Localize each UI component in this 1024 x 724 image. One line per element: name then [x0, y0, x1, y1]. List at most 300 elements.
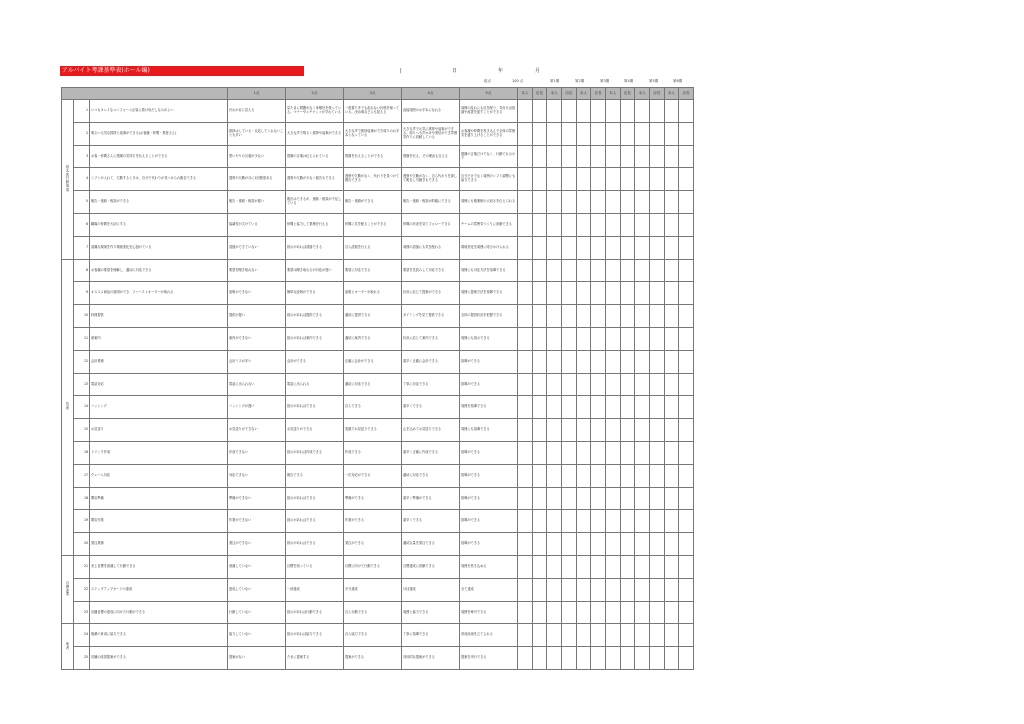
score-cell[interactable] — [635, 122, 650, 145]
score-cell[interactable] — [664, 282, 679, 305]
score-cell[interactable] — [561, 441, 576, 464]
score-cell[interactable] — [518, 168, 533, 191]
score-cell[interactable] — [576, 396, 591, 419]
score-cell[interactable] — [605, 647, 620, 670]
score-cell[interactable] — [561, 419, 576, 442]
score-cell[interactable] — [664, 555, 679, 578]
score-cell[interactable] — [547, 350, 562, 373]
score-cell[interactable] — [649, 122, 664, 145]
score-cell[interactable] — [605, 259, 620, 282]
score-cell[interactable] — [649, 327, 664, 350]
score-cell[interactable] — [576, 191, 591, 214]
score-cell[interactable] — [547, 145, 562, 168]
score-cell[interactable] — [547, 601, 562, 624]
score-cell[interactable] — [679, 191, 694, 214]
score-cell[interactable] — [635, 419, 650, 442]
score-cell[interactable] — [591, 396, 606, 419]
score-cell[interactable] — [518, 259, 533, 282]
score-cell[interactable] — [664, 624, 679, 647]
score-cell[interactable] — [664, 578, 679, 601]
score-cell[interactable] — [649, 533, 664, 556]
score-cell[interactable] — [635, 441, 650, 464]
score-cell[interactable] — [532, 487, 547, 510]
score-cell[interactable] — [591, 282, 606, 305]
score-cell[interactable] — [591, 510, 606, 533]
score-cell[interactable] — [649, 578, 664, 601]
score-cell[interactable] — [679, 213, 694, 236]
score-cell[interactable] — [635, 191, 650, 214]
score-cell[interactable] — [561, 213, 576, 236]
score-cell[interactable] — [620, 578, 635, 601]
score-cell[interactable] — [635, 533, 650, 556]
score-cell[interactable] — [547, 624, 562, 647]
score-cell[interactable] — [576, 305, 591, 328]
score-cell[interactable] — [649, 350, 664, 373]
score-cell[interactable] — [679, 168, 694, 191]
score-cell[interactable] — [561, 236, 576, 259]
score-cell[interactable] — [532, 100, 547, 123]
score-cell[interactable] — [649, 191, 664, 214]
score-cell[interactable] — [635, 168, 650, 191]
score-cell[interactable] — [664, 236, 679, 259]
score-cell[interactable] — [532, 464, 547, 487]
score-cell[interactable] — [591, 305, 606, 328]
score-cell[interactable] — [649, 305, 664, 328]
score-cell[interactable] — [576, 373, 591, 396]
score-cell[interactable] — [561, 601, 576, 624]
score-cell[interactable] — [605, 122, 620, 145]
score-cell[interactable] — [518, 487, 533, 510]
score-cell[interactable] — [620, 601, 635, 624]
score-cell[interactable] — [547, 327, 562, 350]
score-cell[interactable] — [561, 533, 576, 556]
score-cell[interactable] — [532, 373, 547, 396]
score-cell[interactable] — [649, 396, 664, 419]
score-cell[interactable] — [547, 282, 562, 305]
score-cell[interactable] — [679, 350, 694, 373]
score-cell[interactable] — [635, 373, 650, 396]
score-cell[interactable] — [664, 533, 679, 556]
score-cell[interactable] — [679, 259, 694, 282]
score-cell[interactable] — [591, 122, 606, 145]
score-cell[interactable] — [547, 305, 562, 328]
score-cell[interactable] — [547, 441, 562, 464]
score-cell[interactable] — [635, 396, 650, 419]
score-cell[interactable] — [591, 464, 606, 487]
score-cell[interactable] — [591, 441, 606, 464]
score-cell[interactable] — [605, 510, 620, 533]
score-cell[interactable] — [620, 373, 635, 396]
score-cell[interactable] — [620, 396, 635, 419]
score-cell[interactable] — [664, 259, 679, 282]
score-cell[interactable] — [591, 373, 606, 396]
score-cell[interactable] — [620, 555, 635, 578]
score-cell[interactable] — [591, 533, 606, 556]
score-cell[interactable] — [547, 373, 562, 396]
score-cell[interactable] — [547, 464, 562, 487]
score-cell[interactable] — [561, 327, 576, 350]
score-cell[interactable] — [635, 464, 650, 487]
score-cell[interactable] — [664, 396, 679, 419]
score-cell[interactable] — [635, 282, 650, 305]
score-cell[interactable] — [679, 282, 694, 305]
score-cell[interactable] — [679, 510, 694, 533]
score-cell[interactable] — [576, 236, 591, 259]
score-cell[interactable] — [532, 396, 547, 419]
score-cell[interactable] — [635, 487, 650, 510]
score-cell[interactable] — [576, 601, 591, 624]
score-cell[interactable] — [605, 396, 620, 419]
score-cell[interactable] — [649, 419, 664, 442]
score-cell[interactable] — [679, 396, 694, 419]
score-cell[interactable] — [576, 282, 591, 305]
score-cell[interactable] — [649, 624, 664, 647]
score-cell[interactable] — [635, 647, 650, 670]
score-cell[interactable] — [561, 624, 576, 647]
score-cell[interactable] — [518, 282, 533, 305]
score-cell[interactable] — [518, 624, 533, 647]
score-cell[interactable] — [576, 487, 591, 510]
score-cell[interactable] — [620, 419, 635, 442]
score-cell[interactable] — [649, 100, 664, 123]
score-cell[interactable] — [561, 464, 576, 487]
score-cell[interactable] — [679, 122, 694, 145]
score-cell[interactable] — [576, 122, 591, 145]
score-cell[interactable] — [635, 305, 650, 328]
score-cell[interactable] — [605, 305, 620, 328]
score-cell[interactable] — [679, 327, 694, 350]
score-cell[interactable] — [605, 555, 620, 578]
score-cell[interactable] — [649, 441, 664, 464]
score-cell[interactable] — [518, 327, 533, 350]
score-cell[interactable] — [518, 555, 533, 578]
score-cell[interactable] — [518, 100, 533, 123]
score-cell[interactable] — [532, 168, 547, 191]
score-cell[interactable] — [561, 350, 576, 373]
score-cell[interactable] — [605, 168, 620, 191]
score-cell[interactable] — [561, 396, 576, 419]
score-cell[interactable] — [547, 236, 562, 259]
score-cell[interactable] — [532, 601, 547, 624]
score-cell[interactable] — [635, 236, 650, 259]
score-cell[interactable] — [576, 327, 591, 350]
score-cell[interactable] — [518, 464, 533, 487]
score-cell[interactable] — [561, 647, 576, 670]
score-cell[interactable] — [576, 419, 591, 442]
score-cell[interactable] — [649, 601, 664, 624]
score-cell[interactable] — [679, 464, 694, 487]
score-cell[interactable] — [532, 578, 547, 601]
score-cell[interactable] — [518, 373, 533, 396]
score-cell[interactable] — [547, 487, 562, 510]
score-cell[interactable] — [518, 191, 533, 214]
score-cell[interactable] — [518, 441, 533, 464]
score-cell[interactable] — [591, 168, 606, 191]
score-cell[interactable] — [576, 464, 591, 487]
score-cell[interactable] — [547, 122, 562, 145]
score-cell[interactable] — [576, 647, 591, 670]
score-cell[interactable] — [620, 236, 635, 259]
score-cell[interactable] — [649, 510, 664, 533]
score-cell[interactable] — [664, 122, 679, 145]
score-cell[interactable] — [679, 578, 694, 601]
score-cell[interactable] — [605, 100, 620, 123]
score-cell[interactable] — [532, 419, 547, 442]
score-cell[interactable] — [605, 327, 620, 350]
score-cell[interactable] — [591, 487, 606, 510]
score-cell[interactable] — [532, 510, 547, 533]
score-cell[interactable] — [635, 327, 650, 350]
score-cell[interactable] — [605, 373, 620, 396]
score-cell[interactable] — [591, 236, 606, 259]
score-cell[interactable] — [635, 350, 650, 373]
score-cell[interactable] — [518, 236, 533, 259]
score-cell[interactable] — [547, 578, 562, 601]
score-cell[interactable] — [532, 282, 547, 305]
score-cell[interactable] — [605, 191, 620, 214]
score-cell[interactable] — [649, 236, 664, 259]
score-cell[interactable] — [518, 419, 533, 442]
score-cell[interactable] — [635, 624, 650, 647]
score-cell[interactable] — [605, 236, 620, 259]
score-cell[interactable] — [518, 601, 533, 624]
score-cell[interactable] — [532, 305, 547, 328]
score-cell[interactable] — [576, 213, 591, 236]
score-cell[interactable] — [561, 122, 576, 145]
score-cell[interactable] — [605, 578, 620, 601]
score-cell[interactable] — [664, 305, 679, 328]
score-cell[interactable] — [679, 533, 694, 556]
score-cell[interactable] — [649, 555, 664, 578]
score-cell[interactable] — [679, 487, 694, 510]
score-cell[interactable] — [649, 487, 664, 510]
score-cell[interactable] — [547, 168, 562, 191]
score-cell[interactable] — [547, 191, 562, 214]
score-cell[interactable] — [547, 396, 562, 419]
score-cell[interactable] — [679, 647, 694, 670]
score-cell[interactable] — [605, 441, 620, 464]
score-cell[interactable] — [679, 236, 694, 259]
score-cell[interactable] — [620, 464, 635, 487]
score-cell[interactable] — [635, 145, 650, 168]
score-cell[interactable] — [591, 647, 606, 670]
score-cell[interactable] — [532, 624, 547, 647]
score-cell[interactable] — [532, 555, 547, 578]
score-cell[interactable] — [547, 647, 562, 670]
score-cell[interactable] — [605, 419, 620, 442]
score-cell[interactable] — [620, 533, 635, 556]
score-cell[interactable] — [591, 419, 606, 442]
score-cell[interactable] — [518, 533, 533, 556]
score-cell[interactable] — [679, 145, 694, 168]
score-cell[interactable] — [561, 305, 576, 328]
score-cell[interactable] — [620, 350, 635, 373]
score-cell[interactable] — [561, 145, 576, 168]
score-cell[interactable] — [547, 419, 562, 442]
score-cell[interactable] — [518, 122, 533, 145]
score-cell[interactable] — [576, 100, 591, 123]
score-cell[interactable] — [605, 464, 620, 487]
score-cell[interactable] — [664, 350, 679, 373]
score-cell[interactable] — [518, 213, 533, 236]
score-cell[interactable] — [649, 168, 664, 191]
score-cell[interactable] — [635, 510, 650, 533]
score-cell[interactable] — [664, 464, 679, 487]
score-cell[interactable] — [679, 441, 694, 464]
score-cell[interactable] — [547, 510, 562, 533]
score-cell[interactable] — [620, 191, 635, 214]
score-cell[interactable] — [532, 122, 547, 145]
score-cell[interactable] — [620, 213, 635, 236]
score-cell[interactable] — [561, 168, 576, 191]
score-cell[interactable] — [620, 647, 635, 670]
score-cell[interactable] — [561, 578, 576, 601]
score-cell[interactable] — [620, 441, 635, 464]
score-cell[interactable] — [679, 100, 694, 123]
score-cell[interactable] — [518, 350, 533, 373]
score-cell[interactable] — [664, 487, 679, 510]
score-cell[interactable] — [576, 510, 591, 533]
score-cell[interactable] — [561, 259, 576, 282]
score-cell[interactable] — [605, 350, 620, 373]
score-cell[interactable] — [547, 555, 562, 578]
score-cell[interactable] — [532, 441, 547, 464]
score-cell[interactable] — [591, 555, 606, 578]
score-cell[interactable] — [591, 259, 606, 282]
score-cell[interactable] — [605, 145, 620, 168]
score-cell[interactable] — [649, 464, 664, 487]
score-cell[interactable] — [620, 327, 635, 350]
score-cell[interactable] — [664, 191, 679, 214]
score-cell[interactable] — [664, 327, 679, 350]
score-cell[interactable] — [591, 578, 606, 601]
score-cell[interactable] — [532, 327, 547, 350]
score-cell[interactable] — [576, 533, 591, 556]
score-cell[interactable] — [605, 282, 620, 305]
score-cell[interactable] — [635, 100, 650, 123]
score-cell[interactable] — [679, 305, 694, 328]
score-cell[interactable] — [620, 122, 635, 145]
score-cell[interactable] — [532, 213, 547, 236]
score-cell[interactable] — [561, 510, 576, 533]
score-cell[interactable] — [605, 533, 620, 556]
score-cell[interactable] — [649, 373, 664, 396]
score-cell[interactable] — [620, 145, 635, 168]
score-cell[interactable] — [635, 213, 650, 236]
score-cell[interactable] — [620, 305, 635, 328]
score-cell[interactable] — [591, 191, 606, 214]
score-cell[interactable] — [679, 419, 694, 442]
score-cell[interactable] — [664, 441, 679, 464]
score-cell[interactable] — [547, 533, 562, 556]
score-cell[interactable] — [518, 396, 533, 419]
score-cell[interactable] — [649, 213, 664, 236]
score-cell[interactable] — [635, 578, 650, 601]
score-cell[interactable] — [576, 168, 591, 191]
score-cell[interactable] — [679, 555, 694, 578]
score-cell[interactable] — [532, 145, 547, 168]
score-cell[interactable] — [620, 168, 635, 191]
score-cell[interactable] — [518, 305, 533, 328]
score-cell[interactable] — [664, 168, 679, 191]
score-cell[interactable] — [679, 601, 694, 624]
score-cell[interactable] — [532, 647, 547, 670]
score-cell[interactable] — [620, 624, 635, 647]
score-cell[interactable] — [561, 555, 576, 578]
score-cell[interactable] — [679, 624, 694, 647]
score-cell[interactable] — [664, 373, 679, 396]
score-cell[interactable] — [576, 259, 591, 282]
score-cell[interactable] — [620, 487, 635, 510]
score-cell[interactable] — [576, 350, 591, 373]
score-cell[interactable] — [518, 578, 533, 601]
score-cell[interactable] — [649, 259, 664, 282]
score-cell[interactable] — [532, 350, 547, 373]
score-cell[interactable] — [547, 213, 562, 236]
score-cell[interactable] — [576, 145, 591, 168]
score-cell[interactable] — [576, 578, 591, 601]
score-cell[interactable] — [591, 601, 606, 624]
score-cell[interactable] — [605, 601, 620, 624]
score-cell[interactable] — [518, 145, 533, 168]
score-cell[interactable] — [664, 100, 679, 123]
score-cell[interactable] — [635, 555, 650, 578]
score-cell[interactable] — [547, 100, 562, 123]
score-cell[interactable] — [561, 282, 576, 305]
score-cell[interactable] — [576, 624, 591, 647]
score-cell[interactable] — [605, 213, 620, 236]
score-cell[interactable] — [532, 236, 547, 259]
score-cell[interactable] — [605, 624, 620, 647]
score-cell[interactable] — [532, 191, 547, 214]
score-cell[interactable] — [620, 282, 635, 305]
score-cell[interactable] — [635, 259, 650, 282]
score-cell[interactable] — [591, 350, 606, 373]
score-cell[interactable] — [576, 555, 591, 578]
score-cell[interactable] — [635, 601, 650, 624]
score-cell[interactable] — [664, 647, 679, 670]
score-cell[interactable] — [620, 100, 635, 123]
score-cell[interactable] — [532, 533, 547, 556]
score-cell[interactable] — [518, 510, 533, 533]
score-cell[interactable] — [664, 510, 679, 533]
score-cell[interactable] — [518, 647, 533, 670]
score-cell[interactable] — [591, 327, 606, 350]
score-cell[interactable] — [591, 213, 606, 236]
score-cell[interactable] — [664, 419, 679, 442]
score-cell[interactable] — [591, 100, 606, 123]
score-cell[interactable] — [547, 259, 562, 282]
score-cell[interactable] — [591, 624, 606, 647]
score-cell[interactable] — [561, 487, 576, 510]
score-cell[interactable] — [620, 259, 635, 282]
score-cell[interactable] — [649, 282, 664, 305]
score-cell[interactable] — [532, 259, 547, 282]
score-cell[interactable] — [664, 145, 679, 168]
score-cell[interactable] — [679, 373, 694, 396]
score-cell[interactable] — [561, 191, 576, 214]
score-cell[interactable] — [649, 145, 664, 168]
score-cell[interactable] — [664, 601, 679, 624]
score-cell[interactable] — [620, 510, 635, 533]
score-cell[interactable] — [649, 647, 664, 670]
score-cell[interactable] — [605, 487, 620, 510]
score-cell[interactable] — [576, 441, 591, 464]
score-cell[interactable] — [591, 145, 606, 168]
score-cell[interactable] — [561, 373, 576, 396]
score-cell[interactable] — [664, 213, 679, 236]
score-cell[interactable] — [561, 100, 576, 123]
